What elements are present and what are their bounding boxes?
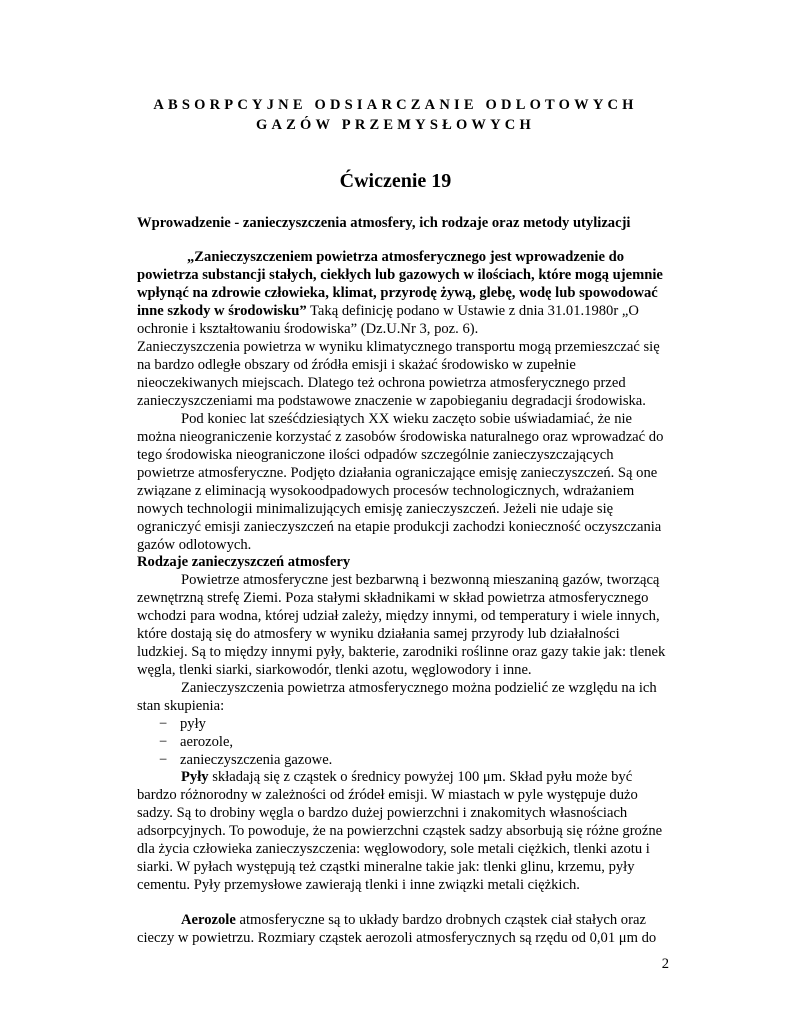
definition-line: „Zanieczyszczeniem powietrza atmosferycznego jest wprowadzenie do [187, 249, 625, 265]
intro-heading [137, 214, 662, 232]
aerosol-term: Aerozole [181, 912, 236, 928]
definition-source: Taką definicję podano w Ustawie z dnia 31.01.1980r „O [306, 303, 639, 319]
list-item-text: zanieczyszczenia gazowe. [180, 752, 333, 768]
text-line: nowych technologii minimalizujących emisję zanieczyszczeń. Jeżeli nie udaje się [137, 501, 614, 517]
text-line: ograniczyć emisji zanieczyszczeń na etapie produkcji zachodzi konieczność oczyszczania [137, 519, 662, 535]
exercise-heading: Ćwiczenie 19 [339, 170, 452, 192]
text-line: adsorpcyjnych. To powoduje, że na powierzchni cząstek sadzy absorbują się różne groźne [137, 823, 663, 839]
list-item-text: aerozole, [180, 734, 234, 750]
text-line: tego środowiska nieograniczone ilości odpadów szczególnie zanieczyszczających [137, 447, 614, 463]
list-item-text: pyły [180, 716, 206, 732]
text-line: na bardzo odległe obszary od źródła emisji i skażać środowisko w zupełnie [137, 357, 576, 373]
bullet-dash: − [159, 734, 168, 750]
text-line: sadzy. Są to drobiny węgla o bardzo dużej powierzchni i znakomitych własnościach [137, 805, 628, 821]
text-line: siarki. W pyłach występują też cząstki mineralne takie jak: tlenki glinu, krzemu, pyły [137, 859, 635, 875]
aerosol-paragraph [137, 911, 662, 947]
types-section [137, 553, 666, 769]
text-line: które dostają się do atmosfery w wyniku działania samej przyrody lub działalności [137, 626, 620, 642]
bullet-dash: − [159, 716, 168, 732]
page-number: 2 [661, 956, 669, 972]
types-heading: Rodzaje zanieczyszczeń atmosfery [137, 554, 351, 570]
text-line: dla życia człowieka zanieczyszczenia: węglowodory, sole metali ciężkich, tlenki azotu i [137, 841, 650, 857]
dust-first-text: składają się z cząstek o średnicy powyżej 100 μm. Skład pyłu może być [208, 769, 633, 785]
text-line: cementu. Pyły przemysłowe zawierają tlenki i inne związki metali ciężkich. [137, 877, 580, 893]
text-line: Powietrze atmosferyczne jest bezbarwną i bezwonną mieszaniną gazów, tworzącą [181, 572, 660, 588]
paragraph-transport [137, 338, 662, 410]
text-line: bardzo różnorodny w zależności od źródeł emisji. W miastach w pyle występuje dużo [137, 787, 638, 803]
definition-paragraph [137, 248, 662, 338]
dust-term: Pyły [181, 769, 209, 785]
text-line [137, 911, 662, 929]
text-line: zanieczyszczeniami ma podstawowe znaczenie w zapobieganiu degradacji środowiska. [137, 393, 646, 409]
definition-line: ochronie i kształtowaniu środowiska” (Dz.U.Nr 3, poz. 6). [137, 321, 479, 337]
text-line: cieczy w powietrzu. Rozmiary cząstek aerozoli atmosferycznych są rzędu od 0,01 μm do [137, 930, 657, 946]
definition-bold-tail: inne szkody w środowisku” [137, 303, 307, 319]
text-line: powietrze atmosferyczne. Podjęto działania ograniczające emisję zanieczyszczeń. Są one [137, 465, 658, 481]
text-line: gazów odlotowych. [137, 537, 252, 553]
document-title-line-2: GAZÓW PRZEMYSŁOWYCH [256, 117, 535, 133]
list-item [137, 751, 662, 769]
text-line: zewnętrzną strefę Ziemi. Poza stałymi składnikami w skład powietrza atmosferycznego [137, 590, 649, 606]
text-line: nieoczekiwanych miejscach. Dlatego też ochrona powietrza atmosferycznego przed [137, 375, 626, 391]
text-line: ludzkiej. Są to między innymi pyły, bakterie, zarodniki roślinne oraz gazy takie jak: tlenek [137, 644, 666, 660]
text-line [137, 768, 662, 786]
bullet-dash: − [159, 752, 168, 768]
text-line: Pod koniec lat sześćdziesiątych XX wieku zaczęto sobie uświadamiać, że nie [181, 411, 633, 427]
definition-line: wpłynąć na zdrowie człowieka, klimat, przyrodę żywą, glebę, wodę lub spowodować [137, 285, 658, 301]
list-item [137, 715, 662, 733]
text-line: można nieograniczenie korzystać z zasobów środowiska naturalnego oraz wprowadzać do [137, 429, 664, 445]
text-line: wchodzi para wodna, której udział zależy, między innymi, od temperatury i wiele innych, [137, 608, 660, 624]
aerosol-first-text: atmosferyczne są to układy bardzo drobnych cząstek ciał stałych oraz [235, 912, 646, 928]
text-line: węgla, tlenki siarki, siarkowodór, tlenki azotu, węglowodory i inne. [137, 662, 532, 678]
text-line: Zanieczyszczenia powietrza atmosferycznego można podzielić ze względu na ich [181, 680, 657, 696]
definition-line: powietrza substancji stałych, ciekłych lub gazowych w ilościach, które mogą ujemnie [137, 267, 663, 283]
intro-heading-text: Wprowadzenie - zanieczyszczenia atmosfery, ich rodzaje oraz metody utylizacji [137, 215, 631, 231]
text-line: związane z eliminacją wysokoodpadowych procesów technologicznych, wdrażaniem [137, 483, 635, 499]
definition-line [137, 302, 662, 320]
text-line: Zanieczyszczenia powietrza w wyniku klimatycznego transportu mogą przemieszczać się [137, 339, 660, 355]
text-line: stan skupienia: [137, 698, 225, 714]
paragraph-history [137, 410, 662, 554]
list-item [137, 733, 662, 751]
document-title-line-1: ABSORPCYJNE ODSIARCZANIE ODLOTOWYCH [153, 97, 638, 113]
dust-paragraph [137, 768, 662, 894]
